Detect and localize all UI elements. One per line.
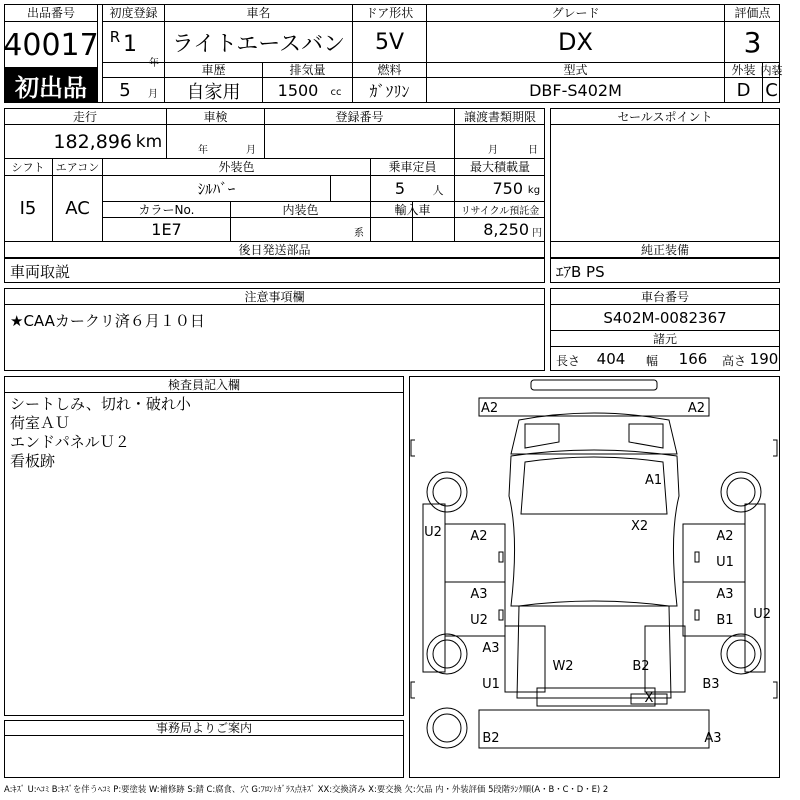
mark-left-fender: U2	[424, 525, 442, 540]
shift: I5	[19, 198, 37, 219]
length-label: 長さ	[555, 353, 580, 368]
mark-right-door-front-bottom: U1	[716, 555, 734, 570]
mark-right-rear-bottom: B3	[702, 677, 720, 692]
interior-grade: C	[765, 80, 778, 101]
score: 3	[743, 25, 762, 59]
inspection-month-unit: 月	[246, 144, 256, 156]
int-color-suffix: 系	[354, 227, 364, 239]
mileage-label: 走行	[72, 109, 97, 124]
recycle-unit: 円	[532, 227, 542, 239]
genuine-equipment-label: 純正装備	[640, 243, 689, 257]
displacement: 1500	[277, 81, 319, 100]
mark-front-left: A2	[481, 401, 499, 416]
max-load-unit: kg	[527, 184, 541, 196]
model-code-label: 型式	[563, 63, 588, 77]
inspection-label: 車検	[203, 109, 228, 124]
specs-label: 諸元	[652, 331, 677, 346]
fuel: ｶﾞｿﾘﾝ	[369, 82, 410, 101]
inspector-label: 検査員記入欄	[167, 377, 240, 392]
exterior-grade: D	[736, 80, 751, 101]
shift-label: シフト	[11, 160, 45, 174]
aircon: AC	[65, 198, 90, 219]
int-color-label: 内装色	[282, 202, 319, 217]
genuine-equipment: ｴｱB PS	[556, 262, 605, 281]
transfer-day-unit: 日	[528, 144, 538, 156]
car-name: ライトエースバン	[171, 31, 346, 57]
mark-right-door-rear-bottom: B1	[716, 613, 734, 628]
mark-bumper-left: B2	[482, 731, 500, 746]
exterior-grade-label: 外装	[731, 63, 756, 77]
registration-month-unit: 月	[148, 88, 158, 100]
color-no-label: カラーNo.	[138, 202, 195, 217]
later-parts: 車両取説	[10, 262, 71, 281]
displacement-unit: cc	[330, 86, 342, 98]
legend: A:ｷｽﾞ U:ﾍｺﾐ B:ｷｽﾞを伴うﾍｺﾐ P:要塗装 W:補修跡 S:錆 C:腐食、穴 G:ﾌﾛﾝﾄｶﾞﾗｽ点ｷｽﾞ XX:交換済み X:要交換 欠:欠品 内・外装評価 5段階ﾗﾝｸ順(A・B・C・D・E) 2	[4, 784, 609, 794]
door-label: ドア形状	[365, 6, 414, 20]
car-name-label: 車名	[246, 6, 271, 20]
door-type: 5V	[374, 29, 405, 55]
office-label: 事務局よりご案内	[155, 721, 252, 735]
capacity: 5	[394, 179, 406, 198]
color-no: 1E7	[151, 220, 182, 239]
registration-year: 1	[123, 31, 137, 57]
mark-left-door-front: A2	[470, 529, 488, 544]
capacity-unit: 人	[432, 184, 444, 197]
mark-tailgate: X	[644, 691, 654, 706]
inspector-line: シートしみ、切れ・破れ小	[10, 395, 191, 413]
recycle-amount: 8,250	[483, 220, 529, 239]
displacement-label: 排気量	[289, 63, 326, 77]
mileage: 182,896	[53, 131, 132, 153]
inspector-line: 看板跡	[10, 452, 56, 470]
model-code: DBF-S402M	[529, 81, 622, 100]
recycle-label: リサイクル預託金	[460, 205, 540, 217]
mark-left-rear-top: A3	[482, 641, 500, 656]
mark-rear-right: B2	[632, 659, 650, 674]
mark-bumper-right: A3	[704, 731, 722, 746]
grade: DX	[558, 28, 593, 56]
length-value: 404	[596, 350, 626, 368]
inspector-line: エンドパネルＵ２	[10, 433, 130, 451]
mark-hood: A1	[645, 473, 663, 488]
history: 自家用	[186, 81, 241, 103]
first-listing-badge: 初出品	[4, 68, 98, 103]
inspector-line: 荷室ＡＵ	[10, 414, 71, 432]
sales-point-box	[550, 108, 780, 258]
chassis-number: S402M-0082367	[603, 308, 727, 327]
mark-left-door-rear-bottom: U2	[470, 613, 488, 628]
mark-front-right: A2	[687, 401, 705, 416]
mark-right-quarter: U2	[753, 607, 771, 622]
width-label: 幅	[645, 353, 658, 368]
caution-label: 注意事項欄	[244, 289, 305, 304]
capacity-label: 乗車定員	[388, 160, 437, 174]
height-value: 190	[749, 350, 779, 368]
score-label: 評価点	[734, 6, 771, 20]
mark-right-door-front-top: A2	[716, 529, 734, 544]
later-parts-label: 後日発送部品	[238, 243, 311, 257]
chassis-label: 車台番号	[640, 289, 689, 304]
mark-roof-top: X2	[631, 519, 649, 534]
max-load-label: 最大積載量	[469, 160, 530, 174]
interior-grade-label: 内装	[760, 63, 783, 77]
registration-year-unit: 年	[149, 57, 159, 69]
registration-month: 5	[119, 80, 131, 101]
sales-point-label: セールスポイント	[617, 109, 713, 124]
max-load: 750	[492, 179, 523, 198]
grade-label: グレード	[551, 6, 600, 20]
transfer-docs-label: 譲渡書類期限	[463, 109, 536, 124]
registration-era: R	[109, 28, 121, 46]
import-label: 輸入車	[394, 202, 431, 217]
caution-note: ★CAAカークリ済６月１０日	[10, 311, 205, 330]
ext-color-label: 外装色	[218, 160, 255, 174]
history-label: 車歴	[201, 63, 226, 77]
lot-number: 40017	[3, 27, 99, 63]
lot-number-label: 出品番号	[26, 6, 75, 20]
mileage-unit: km	[135, 132, 163, 152]
mark-right-door-rear-top: A3	[716, 587, 734, 602]
ext-color: ｼﾙﾊﾞｰ	[197, 180, 236, 198]
fuel-label: 燃料	[377, 63, 402, 77]
registration-label: 初度登録	[109, 6, 158, 20]
damage-diagram	[409, 376, 780, 778]
mark-left-rear-bottom: U1	[482, 677, 500, 692]
transfer-month-unit: 月	[488, 144, 498, 156]
plate-label: 登録番号	[335, 109, 384, 124]
inspection-year-unit: 年	[198, 144, 208, 156]
height-label: 高さ	[721, 353, 746, 368]
mark-rear-left: W2	[552, 659, 574, 674]
aircon-label: エアコン	[55, 160, 100, 174]
width-value: 166	[678, 350, 708, 368]
mark-left-door-rear-top: A3	[470, 587, 488, 602]
